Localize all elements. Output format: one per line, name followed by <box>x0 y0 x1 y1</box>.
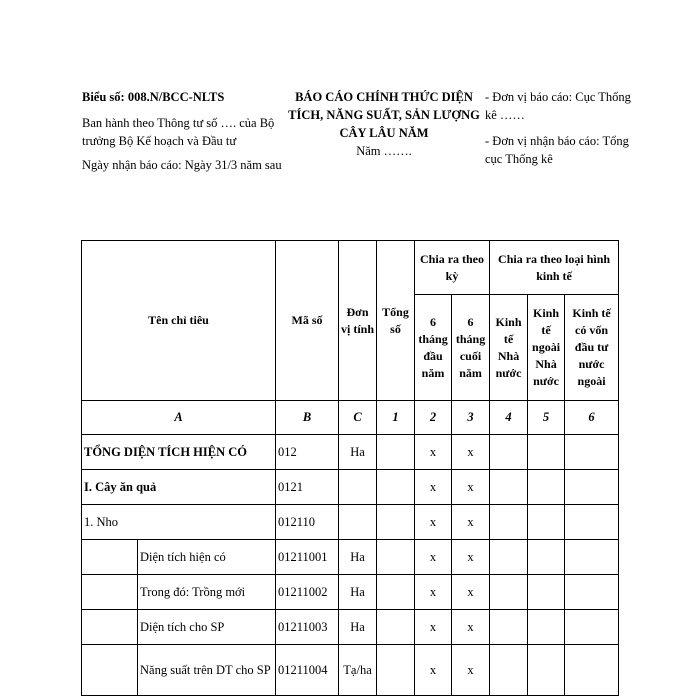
header-left <box>82 88 282 180</box>
row-unit <box>339 470 377 505</box>
indent-cell <box>82 540 138 575</box>
header-last-half: 6 tháng cuối năm <box>452 295 490 401</box>
table-row <box>82 575 619 610</box>
row-last-half: x <box>452 610 490 645</box>
row-name: Năng suất trên DT cho SP <box>138 645 276 696</box>
header-indicator: Tên chỉ tiêu <box>82 241 276 401</box>
row-first-half: x <box>415 610 452 645</box>
receiving-unit: - Đơn vị nhận báo cáo: Tổng cục Thống kê <box>485 134 629 166</box>
col-letter: 4 <box>490 401 528 435</box>
row-non-state <box>528 540 565 575</box>
row-fdi <box>565 470 619 505</box>
row-name: Diện tích cho SP <box>138 610 276 645</box>
col-letter: 1 <box>377 401 415 435</box>
row-fdi <box>565 575 619 610</box>
issued-by: Ban hành theo Thông tư số …. của Bộ trưởng Bộ Kế hoạch và Đầu tư <box>82 116 275 148</box>
indent-cell <box>82 575 138 610</box>
row-fdi <box>565 645 619 696</box>
row-total <box>377 540 415 575</box>
report-table <box>81 240 619 696</box>
row-non-state <box>528 645 565 696</box>
row-name: I. Cây ăn quả <box>82 470 276 505</box>
column-letter-row <box>82 401 619 435</box>
row-state <box>490 470 528 505</box>
header-by-type: Chia ra theo loại hình kinh tế <box>490 241 619 295</box>
row-fdi <box>565 610 619 645</box>
col-letter: B <box>276 401 339 435</box>
table-row <box>82 540 619 575</box>
table-row <box>82 435 619 470</box>
row-fdi <box>565 540 619 575</box>
col-letter: C <box>339 401 377 435</box>
header-row-1 <box>82 241 619 295</box>
row-non-state <box>528 610 565 645</box>
row-state <box>490 505 528 540</box>
form-code: Biểu số: 008.N/BCC-NLTS <box>82 90 225 104</box>
table-row <box>82 645 619 696</box>
header-non-state: Kinh tế ngoài Nhà nước <box>528 295 565 401</box>
row-unit: Ha <box>339 575 377 610</box>
header-first-half: 6 tháng đầu năm <box>415 295 452 401</box>
row-unit: Ha <box>339 610 377 645</box>
row-state <box>490 645 528 696</box>
reporting-unit: - Đơn vị báo cáo: Cục Thống kê …… <box>485 90 631 122</box>
header-state: Kinh tế Nhà nước <box>490 295 528 401</box>
row-name: TỔNG DIỆN TÍCH HIỆN CÓ <box>82 435 276 470</box>
row-unit: Ha <box>339 435 377 470</box>
indent-cell <box>82 645 138 696</box>
row-first-half: x <box>415 645 452 696</box>
header-code: Mã số <box>276 241 339 401</box>
row-first-half: x <box>415 540 452 575</box>
row-last-half: x <box>452 575 490 610</box>
row-non-state <box>528 470 565 505</box>
row-total <box>377 505 415 540</box>
col-letter: 5 <box>528 401 565 435</box>
row-last-half: x <box>452 470 490 505</box>
table-row <box>82 610 619 645</box>
report-year: Năm ……. <box>356 144 412 158</box>
col-letter: A <box>82 401 276 435</box>
row-code: 012 <box>276 435 339 470</box>
row-state <box>490 540 528 575</box>
row-unit: Ha <box>339 540 377 575</box>
row-total <box>377 610 415 645</box>
col-letter: 6 <box>565 401 619 435</box>
row-total <box>377 645 415 696</box>
row-code: 01211002 <box>276 575 339 610</box>
row-total <box>377 470 415 505</box>
row-non-state <box>528 575 565 610</box>
row-non-state <box>528 505 565 540</box>
col-letter: 2 <box>415 401 452 435</box>
table-row <box>82 505 619 540</box>
header-unit: Đơn vị tính <box>339 241 377 401</box>
row-name: Diện tích hiện có <box>138 540 276 575</box>
row-state <box>490 610 528 645</box>
row-total <box>377 435 415 470</box>
table-row <box>82 470 619 505</box>
row-name: Trong đó: Trồng mới <box>138 575 276 610</box>
header-by-period: Chia ra theo kỳ <box>415 241 490 295</box>
header-center <box>283 88 485 160</box>
row-first-half: x <box>415 435 452 470</box>
row-non-state <box>528 435 565 470</box>
row-state <box>490 435 528 470</box>
row-last-half: x <box>452 540 490 575</box>
header-right <box>485 88 635 176</box>
row-name: 1. Nho <box>82 505 276 540</box>
row-code: 01211001 <box>276 540 339 575</box>
indent-cell <box>82 610 138 645</box>
row-total <box>377 575 415 610</box>
row-code: 01211003 <box>276 610 339 645</box>
row-code: 012110 <box>276 505 339 540</box>
row-code: 01211004 <box>276 645 339 696</box>
row-last-half: x <box>452 505 490 540</box>
header-total: Tổng số <box>377 241 415 401</box>
header-fdi: Kinh tế có vốn đầu tư nước ngoài <box>565 295 619 401</box>
row-first-half: x <box>415 505 452 540</box>
col-letter: 3 <box>452 401 490 435</box>
row-first-half: x <box>415 575 452 610</box>
row-state <box>490 575 528 610</box>
row-fdi <box>565 505 619 540</box>
receive-date: Ngày nhận báo cáo: Ngày 31/3 năm sau <box>82 158 282 172</box>
report-title: BÁO CÁO CHÍNH THỨC DIỆN TÍCH, NĂNG SUẤT, SẢN LƯỢNG CÂY LÂU NĂM <box>288 90 480 140</box>
row-first-half: x <box>415 470 452 505</box>
row-code: 0121 <box>276 470 339 505</box>
row-last-half: x <box>452 645 490 696</box>
row-last-half: x <box>452 435 490 470</box>
row-fdi <box>565 435 619 470</box>
row-unit <box>339 505 377 540</box>
row-unit: Tạ/ha <box>339 645 377 696</box>
